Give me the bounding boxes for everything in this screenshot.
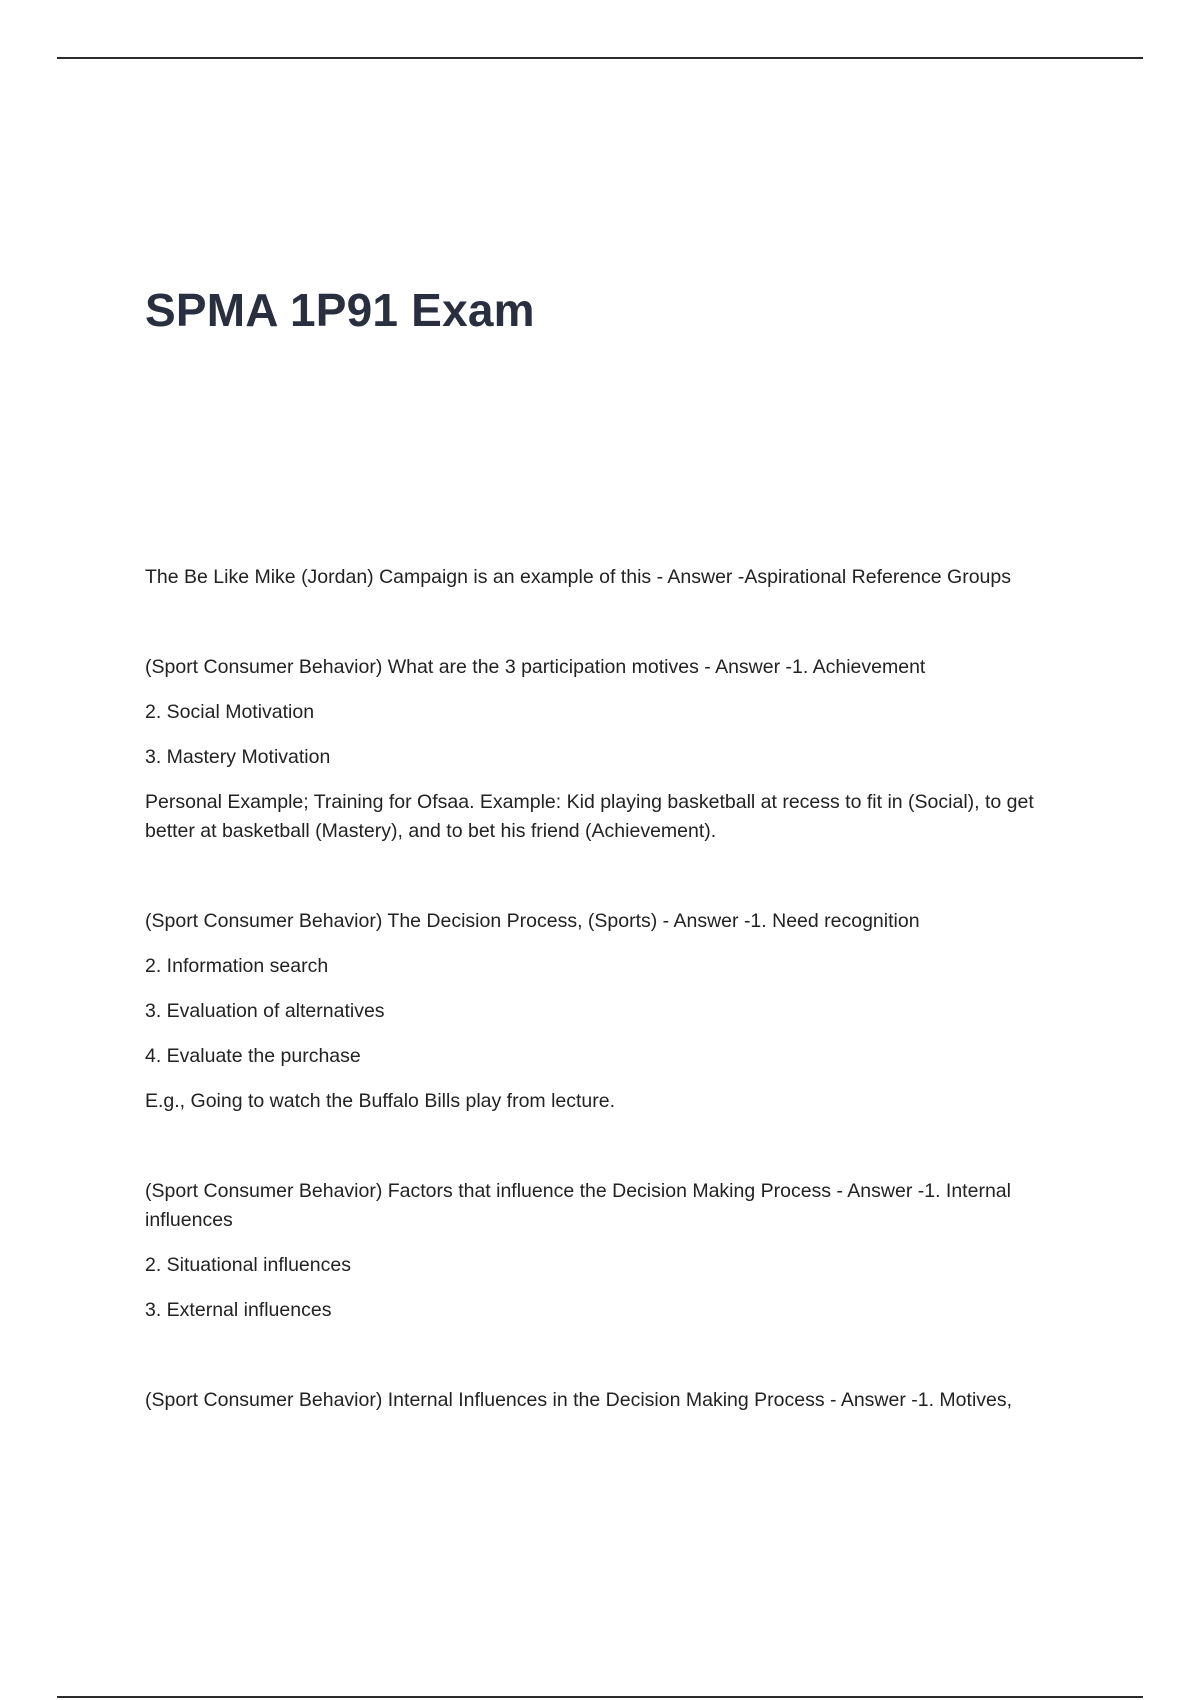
answer-line: Personal Example; Training for Ofsaa. Example: Kid playing basketball at recess to fit in (Social), to get better at basketball (Mastery), and to bet his friend (Achievement). <box>145 791 1034 842</box>
answer-line: 3. Mastery Motivation <box>145 746 331 768</box>
qa-item <box>145 1177 1065 1325</box>
header-rule <box>57 57 1143 59</box>
question-line: The Be Like Mike (Jordan) Campaign is an example of this - Answer -Aspirational Reference Groups <box>145 566 1011 588</box>
answer-line: E.g., Going to watch the Buffalo Bills play from lecture. <box>145 1090 616 1112</box>
qa-item <box>145 1386 1065 1415</box>
qa-item <box>145 653 1065 846</box>
qa-item <box>145 907 1065 1116</box>
answer-line: 3. External influences <box>145 1299 332 1321</box>
question-line: (Sport Consumer Behavior) Factors that influence the Decision Making Process - Answer -1. Internal influences <box>145 1180 1011 1231</box>
page-title: SPMA 1P91 Exam <box>145 284 535 336</box>
question-line: (Sport Consumer Behavior) What are the 3 participation motives - Answer -1. Achievement <box>145 656 926 678</box>
answer-line: 4. Evaluate the purchase <box>145 1045 361 1067</box>
question-line: (Sport Consumer Behavior) The Decision Process, (Sports) - Answer -1. Need recognition <box>145 910 920 932</box>
document-body <box>145 563 1065 1476</box>
answer-line: 2. Social Motivation <box>145 701 315 723</box>
answer-line: 2. Information search <box>145 955 329 977</box>
answer-line: 2. Situational influences <box>145 1254 351 1276</box>
answer-line: 3. Evaluation of alternatives <box>145 1000 385 1022</box>
footer-rule <box>57 1696 1143 1698</box>
qa-item <box>145 563 1065 592</box>
question-line: (Sport Consumer Behavior) Internal Influences in the Decision Making Process - Answer -1. Motives, <box>145 1389 1013 1411</box>
